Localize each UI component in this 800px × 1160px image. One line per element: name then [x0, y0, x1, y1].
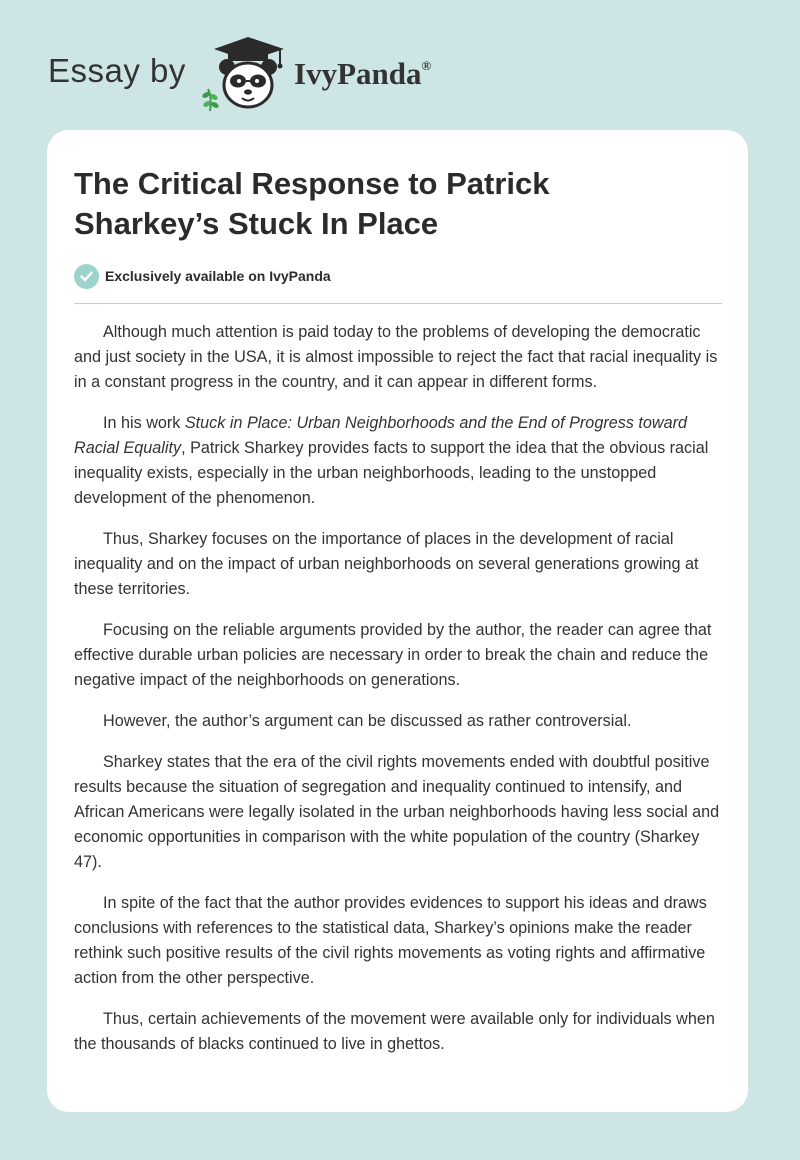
essay-card: [47, 130, 748, 1112]
divider: [74, 303, 722, 304]
paragraph: However, the author’s argument can be discussed as rather controversial.: [103, 712, 632, 730]
paragraph: Thus, Sharkey focuses on the importance of places in the development of racial inequality and on the impact of urban neighborhoods on several generations growing at these territories.: [74, 530, 699, 598]
brand-text: IvyPanda: [294, 56, 422, 91]
paragraph-text: In his work: [103, 414, 185, 432]
exclusive-label: Exclusively available on IvyPanda: [105, 268, 331, 284]
paragraph: [74, 411, 724, 511]
brand-name[interactable]: [294, 56, 431, 92]
site-header: [48, 32, 548, 112]
paragraph: In spite of the fact that the author provides evidences to support his ideas and draws conclusions with references to the statistical data, Sharkey’s opinions make the reader rethink such positive results of the civil rights movements as voting rights and affirmative action from the other perspective.: [74, 894, 707, 987]
essay-by-label: Essay by: [48, 52, 186, 89]
paragraph: Sharkey states that the era of the civil rights movements ended with doubtful positive results because the situation of segregation and inequality continued to intensify, and African Americans were legally isolated in the urban neighborhoods having less social and economic opportunities in comparison with the white population of the country (Sharkey 47).: [74, 753, 720, 871]
paragraph-text: , Patrick Sharkey provides facts to support the idea that the obvious racial inequality exists, especially in the urban neighborhoods, leading to the unstopped development of the phenomenon.: [74, 439, 709, 507]
essay-body: [74, 320, 724, 1073]
paragraph: Thus, certain achievements of the movement were available only for individuals when the thousands of blacks continued to live in ghettos.: [74, 1010, 715, 1053]
paragraph: Focusing on the reliable arguments provided by the author, the reader can agree that effective durable urban policies are necessary in order to break the chain and reduce the negative impact of the neighborhoods on generations.: [74, 621, 712, 689]
registered-mark: ®: [421, 58, 432, 73]
paragraph: Although much attention is paid today to the problems of developing the democratic and just society in the USA, it is almost impossible to reject the fact that racial inequality is in a constant progress in the country, and it can appear in different forms.: [74, 323, 718, 391]
exclusive-badge: [74, 263, 331, 289]
check-circle-icon: [74, 264, 99, 289]
panda-graduate-logo-icon[interactable]: [202, 35, 292, 111]
book-title: Stuck in Place: Urban Neighborhoods and the End of Progress toward Racial Equality: [74, 414, 687, 457]
essay-title: The Critical Response to Patrick Sharkey’s Stuck In Place: [74, 166, 550, 241]
